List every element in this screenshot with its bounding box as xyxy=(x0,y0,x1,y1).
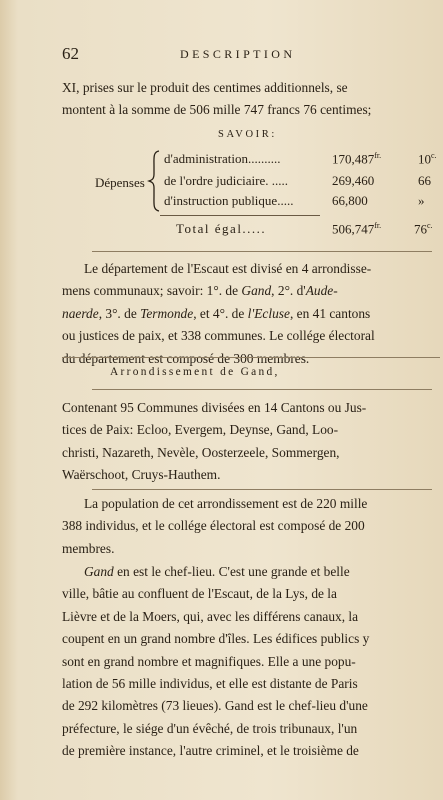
depense-label: d'administration.......... xyxy=(164,151,281,166)
para-line: sont en grand nombre et magnifiques. Elle a une popu- xyxy=(62,653,356,669)
total-amount: $506,747^{fr.}$ xyxy=(332,221,382,237)
para-line: Gand en est le chef-lieu. C'est une grande et belle xyxy=(84,564,350,579)
depense-row xyxy=(164,151,443,171)
section-divider xyxy=(92,389,432,390)
depense-row xyxy=(164,173,443,193)
para-line: Contenant 95 Communes divisées en 14 Cantons ou Jus- xyxy=(62,400,367,415)
para-line: Lièvre et de la Moers, qui, avec les différens canaux, la xyxy=(62,608,359,624)
depense-amount: 66,800 xyxy=(332,193,368,208)
para-line: de première instance, l'autre criminel, et le troisième de xyxy=(62,743,359,759)
depense-amount: $170,487^{fr.}$ xyxy=(332,151,382,167)
para-line: mens communaux; savoir: 1°. de Gand, 2°. d'Aude- xyxy=(62,283,338,299)
intro-line: montent à la somme de 506 mille 747 francs 76 centimes; xyxy=(62,102,372,118)
para-line: ville, bâtie au confluent de l'Escaut, de la Lys, de la xyxy=(62,586,337,602)
section-divider xyxy=(92,489,432,490)
para-line: lation de 56 mille individus, et elle est distante de Paris xyxy=(62,676,358,692)
curly-brace-icon xyxy=(147,150,161,212)
depense-cents: $10^{c.}$ xyxy=(418,151,437,167)
para-line: naerde, 3°. de Termonde, et 4°. de l'Ecluse, en 41 cantons xyxy=(62,305,371,321)
gand-paragraph xyxy=(62,561,440,763)
intro-paragraph xyxy=(62,77,440,122)
section-divider xyxy=(62,357,440,358)
depense-cents: 66 xyxy=(418,173,431,188)
para-line: préfecture, le siége d'un évêché, de trois tribunaux, l'un xyxy=(62,720,358,736)
total-row xyxy=(176,221,443,243)
total-label: Total égal..... xyxy=(176,221,267,236)
para-line: coupent en un grand nombre d'îles. Les édifices publics y xyxy=(62,631,370,647)
section-divider xyxy=(92,251,432,252)
para-line: Waërschoot, Cruys-Hauthem. xyxy=(62,467,221,483)
para-line: du département est composé de 300 membres. xyxy=(62,350,310,366)
running-title: DESCRIPTION xyxy=(180,47,296,61)
depense-cents: » xyxy=(418,193,425,208)
para-line: de 292 kilomètres (73 lieues). Gand est le chef-lieu d'une xyxy=(62,698,368,714)
para-line: La population de cet arrondissement est de 220 mille xyxy=(84,496,368,511)
para-line: tices de Paix: Ecloo, Evergem, Deynse, Gand, Loo- xyxy=(62,422,339,438)
total-cents: $76^{c.}$ xyxy=(414,221,433,237)
depense-label: de l'ordre judiciaire. ..... xyxy=(164,173,288,188)
arrondissement-title: Arrondissement de Gand, xyxy=(110,366,280,378)
depense-label: d'instruction publique..... xyxy=(164,193,294,208)
savoir-heading: SAVOIR: xyxy=(218,129,277,140)
intro-line: XI, prises sur le produit des centimes additionnels, se xyxy=(62,80,348,95)
population-paragraph xyxy=(62,493,440,560)
para-line: Le département de l'Escaut est divisé en 4 arrondisse- xyxy=(84,261,372,276)
page-header xyxy=(62,44,432,66)
total-rule xyxy=(160,215,320,216)
depenses-label: Dépenses xyxy=(95,175,145,190)
para-line: ou justices de paix, et 338 communes. Le collége électoral xyxy=(62,328,375,344)
para-line: 388 individus, et le collége électoral est composé de 200 xyxy=(62,518,365,534)
cantons-paragraph xyxy=(62,397,440,487)
para-line: christi, Nazareth, Nevèle, Oosterzeele, Sommergen, xyxy=(62,444,340,460)
department-paragraph xyxy=(62,258,440,370)
para-line: membres. xyxy=(62,540,115,556)
page-number: 62 xyxy=(62,44,79,63)
depense-row xyxy=(164,193,443,213)
depense-amount: 269,460 xyxy=(332,173,375,188)
